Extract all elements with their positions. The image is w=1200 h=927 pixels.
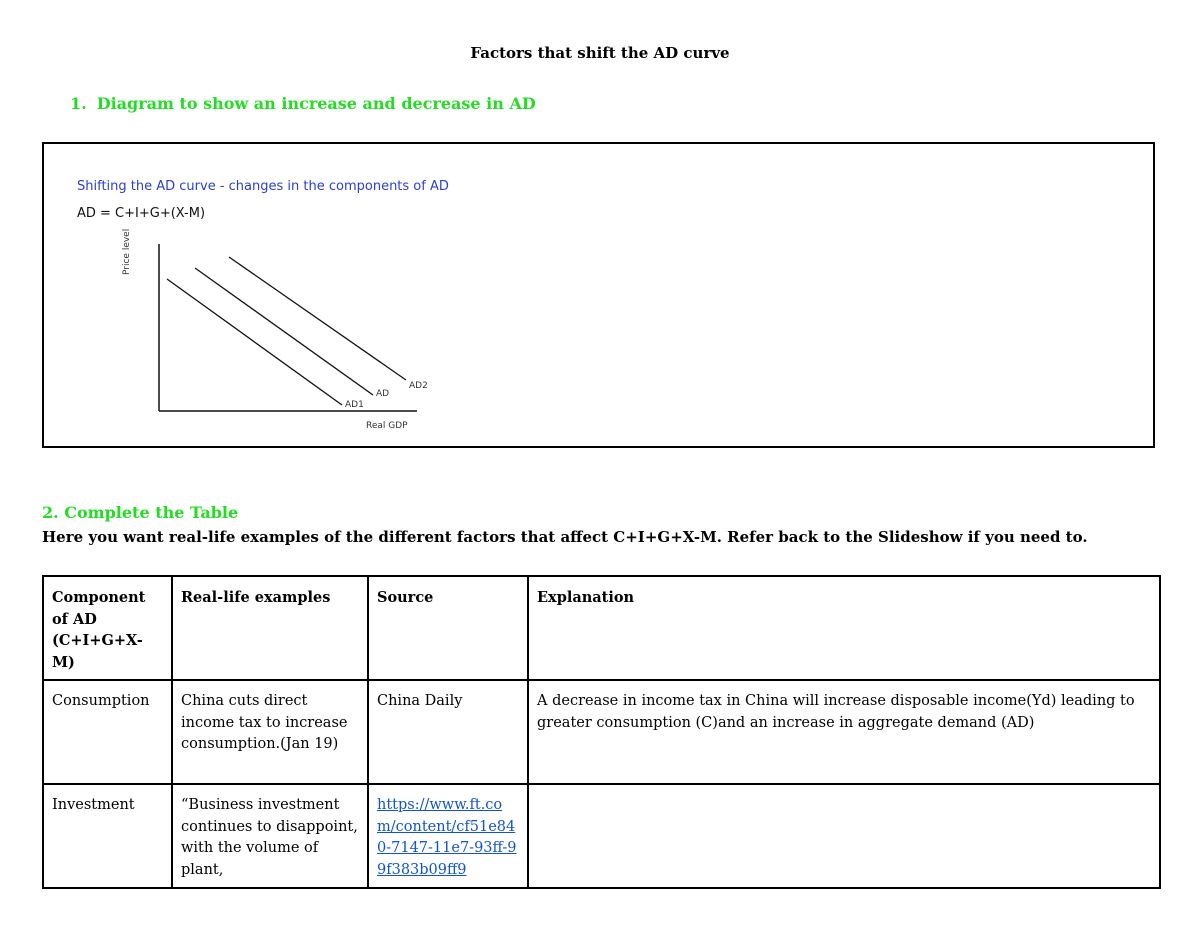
diagram-formula: AD = C+I+G+(X-M): [77, 206, 206, 221]
ad-diagram: [44, 144, 1157, 450]
cell-component: Investment: [43, 784, 172, 888]
cell-source: [368, 784, 528, 888]
table-row: [43, 784, 1160, 888]
ad2-label: AD2: [409, 381, 428, 391]
ad-diagram-box: [42, 142, 1155, 448]
source-link[interactable]: https://www.ft.com/content/cf51e840-7147-11e7-93ff-99f383b09ff9: [377, 797, 517, 878]
ad1-curve: [167, 279, 342, 405]
cell-explanation[interactable]: [528, 784, 1160, 888]
ad1-label: AD1: [345, 400, 364, 410]
cell-component: Consumption: [43, 680, 172, 784]
cell-explanation: A decrease in income tax in China will increase disposable income(Yd) leading to greater consumption (C)and an increase in aggregate demand (AD): [528, 680, 1160, 784]
y-axis-label: Price level: [122, 228, 132, 275]
cell-example: “Business investment continues to disappoint, with the volume of plant,: [172, 784, 368, 888]
x-axis-label: Real GDP: [366, 421, 408, 431]
ad-label: AD: [376, 389, 390, 399]
header-source: Source: [368, 576, 528, 680]
header-component: Component of AD (C+I+G+X-M): [43, 576, 172, 680]
cell-example: China cuts direct income tax to increase consumption.(Jan 19): [172, 680, 368, 784]
section1-number: 1.: [70, 94, 87, 113]
header-examples: Real-life examples: [172, 576, 368, 680]
cell-source: China Daily: [368, 680, 528, 784]
table-row: [43, 680, 1160, 784]
ad-curve: [195, 268, 373, 395]
ad-components-table: [42, 575, 1161, 889]
diagram-title: Shifting the AD curve - changes in the components of AD: [77, 179, 449, 194]
document-title: Factors that shift the AD curve: [470, 44, 730, 62]
section1-heading: [70, 94, 536, 113]
section2-instruction: Here you want real-life examples of the different factors that affect C+I+G+X-M. Refer back to the Slideshow if you need to.: [42, 528, 1088, 546]
table-header-row: [43, 576, 1160, 680]
section2-heading: 2. Complete the Table: [42, 503, 239, 522]
header-explanation: Explanation: [528, 576, 1160, 680]
ad2-curve: [229, 257, 406, 380]
section1-heading-text: Diagram to show an increase and decrease in AD: [96, 94, 536, 113]
